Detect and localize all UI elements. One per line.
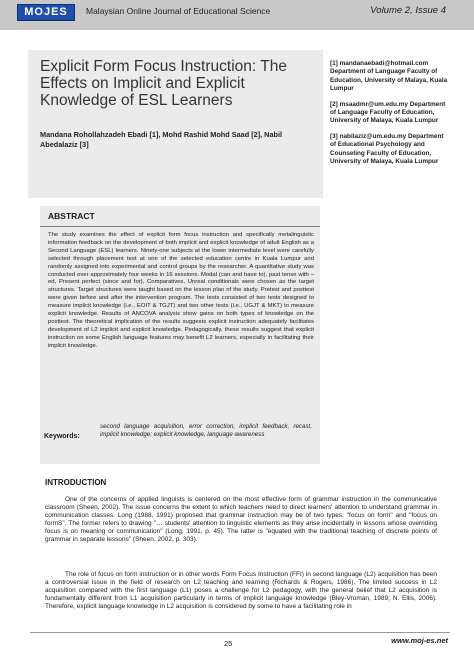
abstract-heading: ABSTRACT <box>48 211 95 221</box>
keywords-label: Keywords: <box>44 433 80 440</box>
author-list: Mandana Rohollahzadeh Ebadi [1], Mohd Rashid Mohd Saad [2], Nabil Abedalaziz [3] <box>40 130 283 149</box>
journal-website: www.moj-es.net <box>391 636 448 645</box>
abstract-text: The study examines the effect of explicit form focus instruction and specifically metalinguistic information feedback on the development of both implicit and explicit knowledge of adult English as a Second Language (ESL) learners. Ninety-one subjects at the lower intermediate level were carefully selected through placement test at one of the selected education centre in Kuala Lumpur and randomly assigned into experimental and control groups by the researcher. A quantitative study was conducted over approximately four weeks in 16 sessions. Modal (can and have to), past tense with –ed, Present perfect (since and for), Comparatives, Unreal conditionals were chosen as the target structures. Target structures were taught based on the lesson plan of the study. Pretest and posttest were given before and after the intervention program. The tests consisted of two tests designed to measure implicit knowledge (i.e., EOIT & TGJT) and two other tests (i.e., UGJT & MKT) to measure explicit knowledge. Results of ANCOVA analysis show gains on both types of knowledge on the posttest. The theoretical implication of the results suggests explicit instruction adequately facilitates development of L2 implicit and explicit knowledge. Pedagogically, these results suggest that explicit instruction on some English language features may benefit L2 learners, especially in facilitating their implicit knowledge. <box>48 232 314 349</box>
affiliation-3: [3] nabilaziz@um.edu.my Department of Educational Psychology and Counseling Faculty of Education, University of Malaya, Kuala Lumpur <box>330 132 444 166</box>
footer-divider <box>30 632 450 633</box>
affiliations <box>330 60 450 173</box>
keywords-text: second language acquisition, error correction, implicit feedback, recast, implicit knowledge; explicit knowledge, language awareness <box>100 423 312 439</box>
abstract-divider <box>40 226 320 227</box>
page-number: 25 <box>224 639 233 648</box>
introduction-heading: INTRODUCTION <box>45 478 107 487</box>
journal-logo: MOJES <box>17 4 75 21</box>
paper-title: Explicit Form Focus Instruction: The Effects on Implicit and Explicit Knowledge of ESL Learners <box>40 58 287 109</box>
intro-paragraph-2: The role of focus on form instruction or in other words Form Focus Instruction (FFI) in second language (L2) acquisition has been a controversial issue in the field of research on L2 teaching and learning (Richards & Rogers, 1986). The limited success in L2 acquisition compared with the first language (L1) poses a challenge for L2 pedagogy, with the general belief that L2 acquisition is fundamentally different from L1 acquisition particularly in terms of implicit language knowledge (Bley-Vroman, 1989; N. Ellis, 2006). Therefore, explicit language knowledge in L2 acquisition is considered by some to have a facilitating role in <box>45 571 437 611</box>
journal-header <box>0 0 474 30</box>
abstract-box <box>40 206 320 464</box>
volume-issue: Volume 2, Issue 4 <box>370 5 446 16</box>
affiliation-2: [2] msaadmr@um.edu.my Department of Language Faculty of Education, University of Malaya, Kuala Lumpur <box>330 100 446 125</box>
affiliation-1: [1] mandanaebadi@hotmail.com Department of Language Faculty of Education, University of Malaya, Kuala Lumpur <box>330 60 448 93</box>
intro-paragraph-1: One of the concerns of applied linguists is centered on the most effective form of grammar instruction in the communicative classroom (Sheen, 2002). The issue concerns the extent to which teachers need to direct learners' attention to understand grammar in communication classes. Long (1988, 1991) proposed that grammar instruction may be of two types: "focus on form" and "focus on formS". The former refers to drawing "… students' attention to linguistic elements as they arise incidentally in lessons whose overriding focus is on meaning or communication" (Long, 1991, p. 45). The latter is "equated with the traditional teaching of discrete points of grammar in separate lessons" (Sheen, 2002, p. 303). <box>45 496 437 544</box>
journal-name: Malaysian Online Journal of Educational Science <box>86 6 271 16</box>
